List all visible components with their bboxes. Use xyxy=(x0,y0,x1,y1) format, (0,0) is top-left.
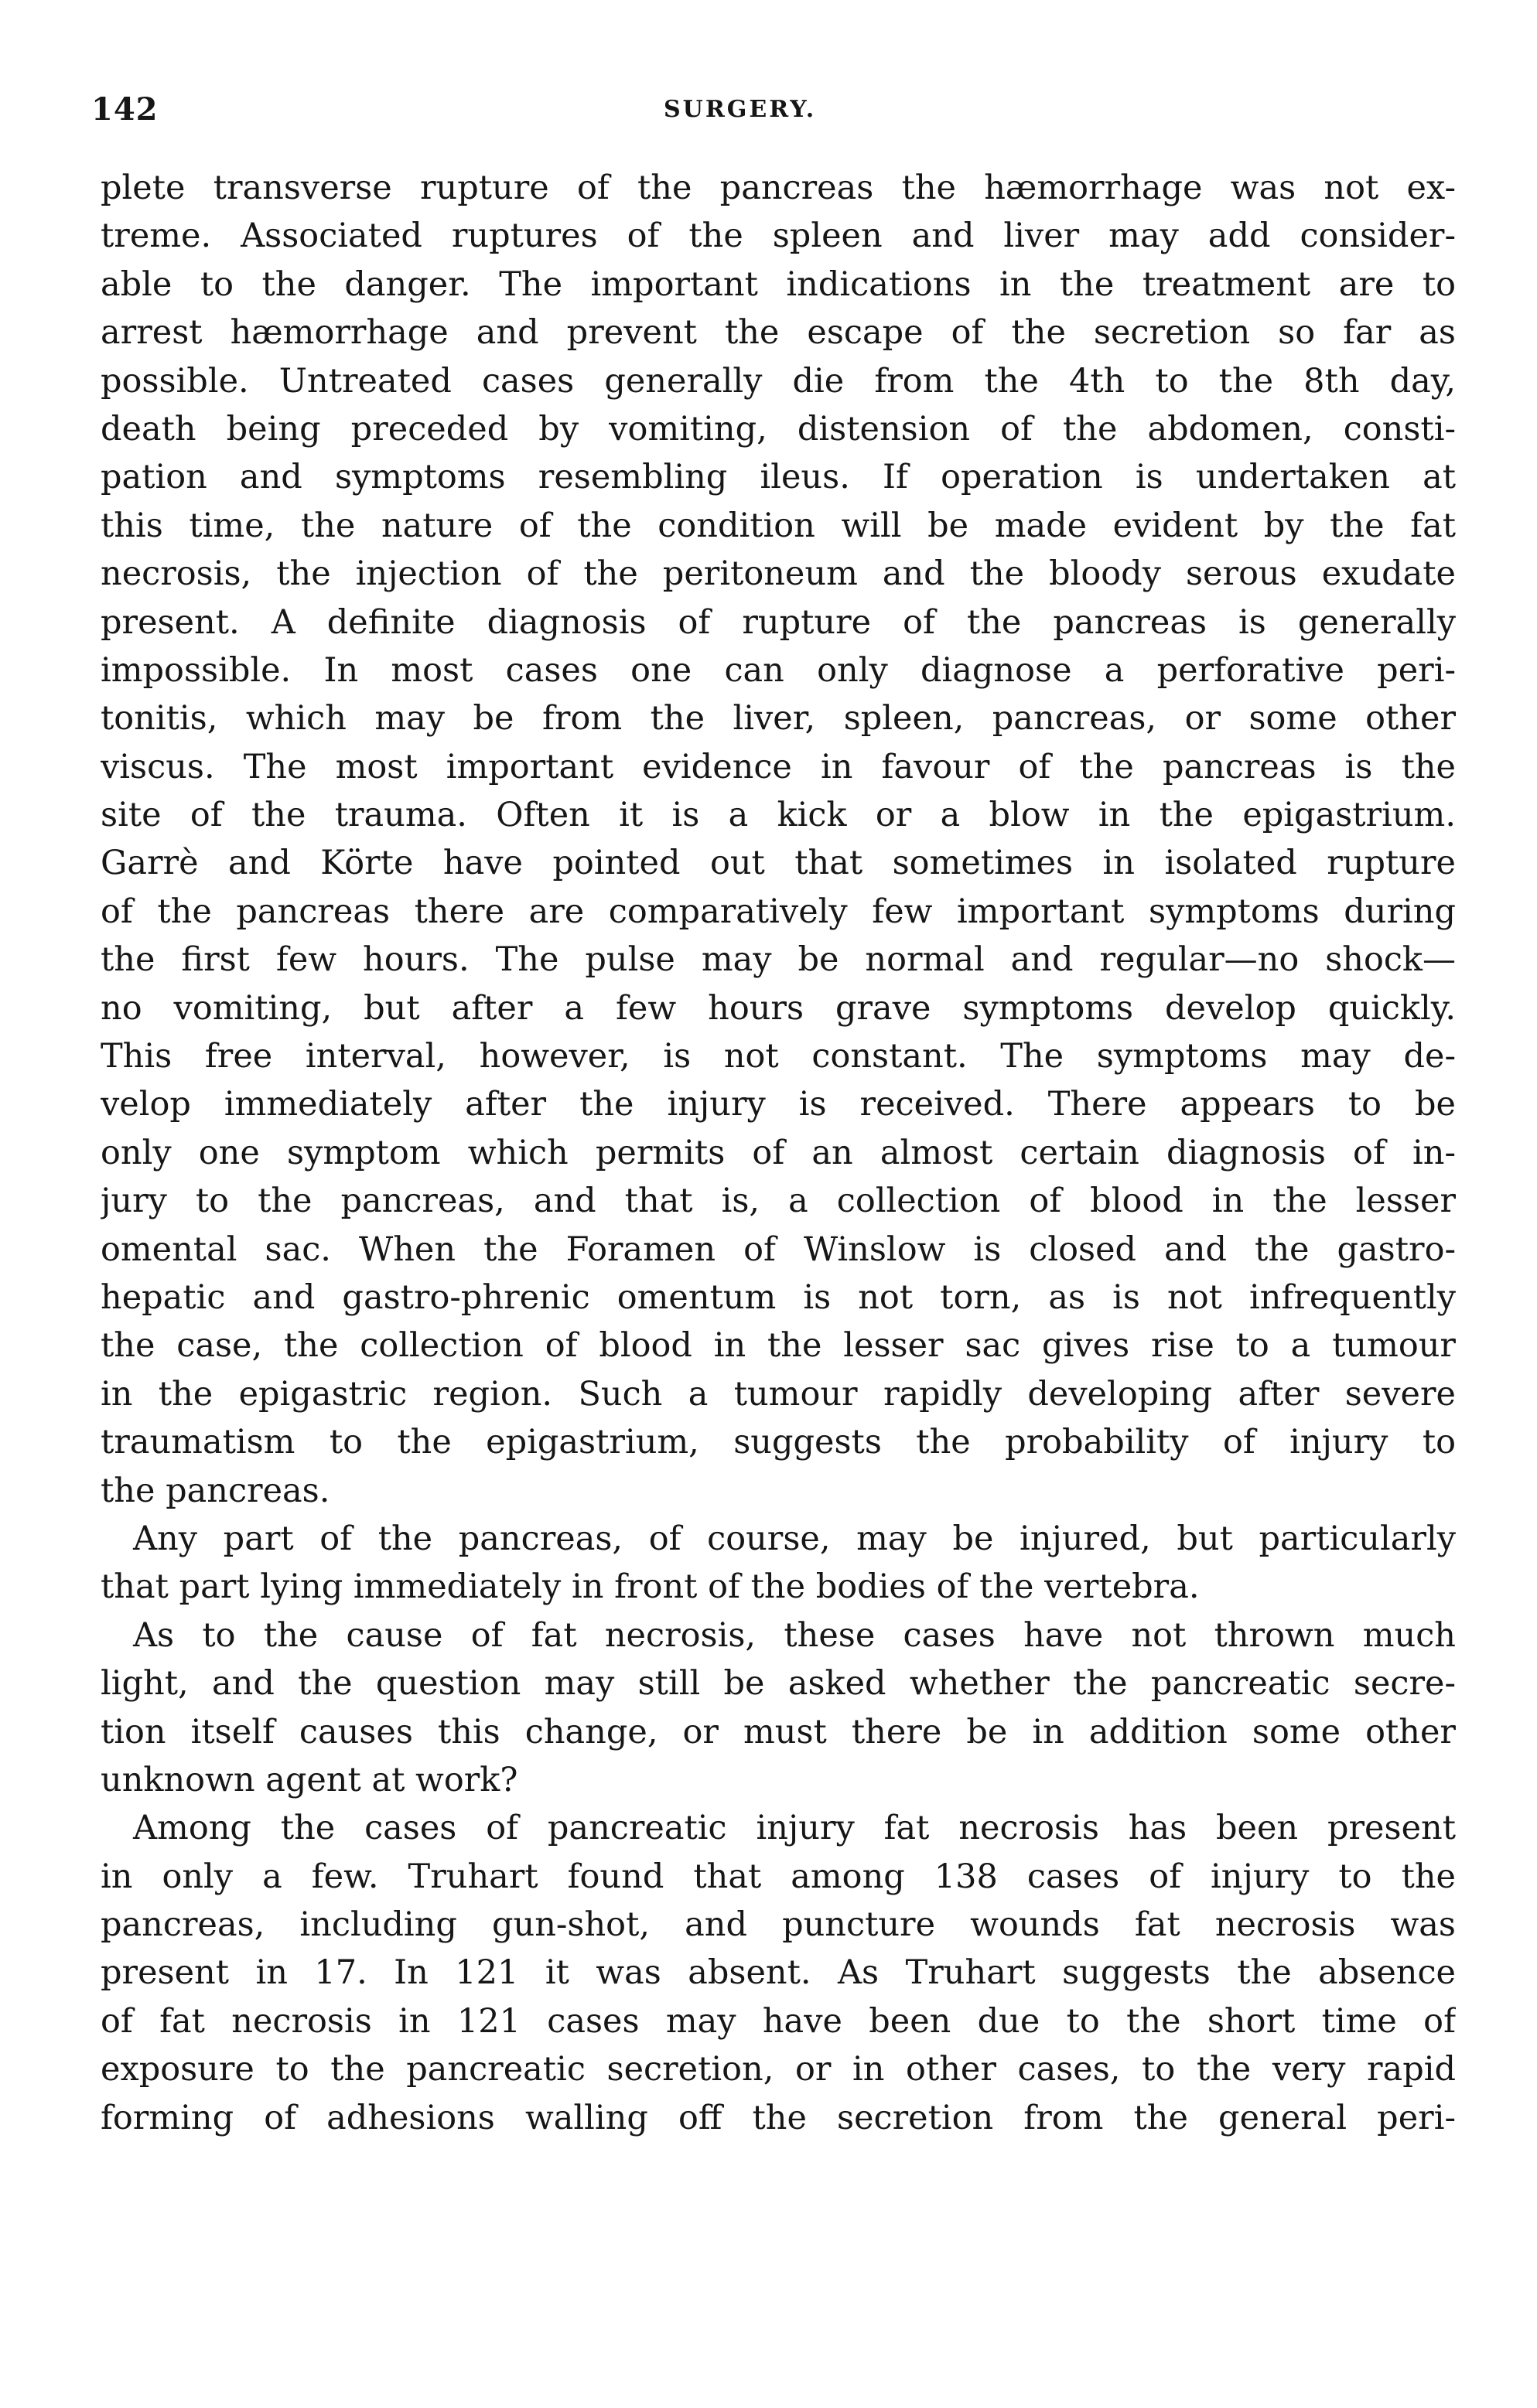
text-line: exposure to the pancreatic secretion, or in other cases, to the very rapid xyxy=(101,2050,1456,2089)
text-line: impossible. In most cases one can only diagnose a perforative peri- xyxy=(101,650,1456,690)
text-line: present in 17. In 121 it was absent. As Truhart suggests the absence xyxy=(101,1953,1456,1993)
running-head xyxy=(91,91,1453,138)
text-line: the case, the collection of blood in the lesser sac gives rise to a tumour xyxy=(101,1326,1456,1366)
text-line-paragraph-end: that part lying immediately in front of the bodies of the vertebra. xyxy=(101,1567,1200,1607)
text-line: pation and symptoms resembling ileus. If operation is undertaken at xyxy=(101,458,1456,497)
text-line: possible. Untreated cases generally die from the 4th to the 8th day, xyxy=(101,361,1456,401)
text-line: of the pancreas there are comparatively few important symptoms during xyxy=(101,892,1456,931)
text-line: traumatism to the epigastrium, suggests the probability of injury to xyxy=(101,1423,1456,1462)
text-line: velop immediately after the injury is received. There appears to be xyxy=(101,1085,1456,1124)
text-line-paragraph-end: the pancreas. xyxy=(101,1471,330,1510)
text-line: plete transverse rupture of the pancreas the hæmorrhage was not ex- xyxy=(101,169,1456,207)
text-line: treme. Associated ruptures of the spleen and liver may add consider- xyxy=(101,217,1456,256)
text-line-paragraph-start: Among the cases of pancreatic injury fat necrosis has been present xyxy=(133,1809,1456,1848)
text-line: necrosis, the injection of the peritoneum and the bloody serous exudate xyxy=(101,554,1456,594)
text-line: this time, the nature of the condition will be made evident by the fat xyxy=(101,506,1456,545)
text-line: in only a few. Truhart found that among 138 cases of injury to the xyxy=(101,1857,1456,1896)
text-line: in the epigastric region. Such a tumour rapidly developing after severe xyxy=(101,1374,1456,1414)
text-line: light, and the question may still be asked whether the pancreatic secre- xyxy=(101,1664,1456,1704)
text-line: forming of adhesions walling off the secretion from the general peri- xyxy=(101,2098,1456,2137)
text-line: Garrè and Körte have pointed out that sometimes in isolated rupture xyxy=(101,844,1456,883)
text-line-paragraph-start: Any part of the pancreas, of course, may be injured, but particularly xyxy=(133,1519,1456,1558)
text-line: only one symptom which permits of an almost certain diagnosis of in- xyxy=(101,1133,1456,1172)
text-line: jury to the pancreas, and that is, a collection of blood in the lesser xyxy=(101,1182,1456,1221)
text-line: arrest hæmorrhage and prevent the escape of the secretion so far as xyxy=(101,313,1456,353)
text-line: of fat necrosis in 121 cases may have been due to the short time of xyxy=(101,2001,1456,2041)
text-line-paragraph-start: As to the cause of fat necrosis, these cases have not thrown much xyxy=(133,1615,1456,1655)
text-line: the first few hours. The pulse may be normal and regular—no shock— xyxy=(101,940,1456,980)
text-line: able to the danger. The important indications in the treatment are to xyxy=(101,264,1456,304)
text-line: pancreas, including gun-shot, and puncture wounds fat necrosis was xyxy=(101,1905,1456,1945)
text-line: tion itself causes this change, or must there be in addition some other xyxy=(101,1712,1456,1751)
text-line: This free interval, however, is not constant. The symptoms may de- xyxy=(101,1037,1456,1076)
text-line: hepatic and gastro-phrenic omentum is not torn, as is not infrequently xyxy=(101,1277,1456,1317)
text-line: viscus. The most important evidence in favour of the pancreas is the xyxy=(101,747,1456,786)
text-line: tonitis, which may be from the liver, spleen, pancreas, or some other xyxy=(101,699,1456,738)
text-line: site of the trauma. Often it is a kick or a blow in the epigastrium. xyxy=(101,796,1456,835)
page-number: 142 xyxy=(91,91,159,128)
body-text xyxy=(101,164,1456,2142)
running-title: SURGERY. xyxy=(664,96,817,123)
text-line: present. A definite diagnosis of rupture of the pancreas is generally xyxy=(101,602,1456,642)
text-line: omental sac. When the Foramen of Winslow is closed and the gastro- xyxy=(101,1230,1456,1269)
text-line: death being preceded by vomiting, distension of the abdomen, consti- xyxy=(101,409,1456,449)
text-line-paragraph-end: unknown agent at work? xyxy=(101,1760,518,1799)
text-line: no vomiting, but after a few hours grave symptoms develop quickly. xyxy=(101,988,1456,1028)
